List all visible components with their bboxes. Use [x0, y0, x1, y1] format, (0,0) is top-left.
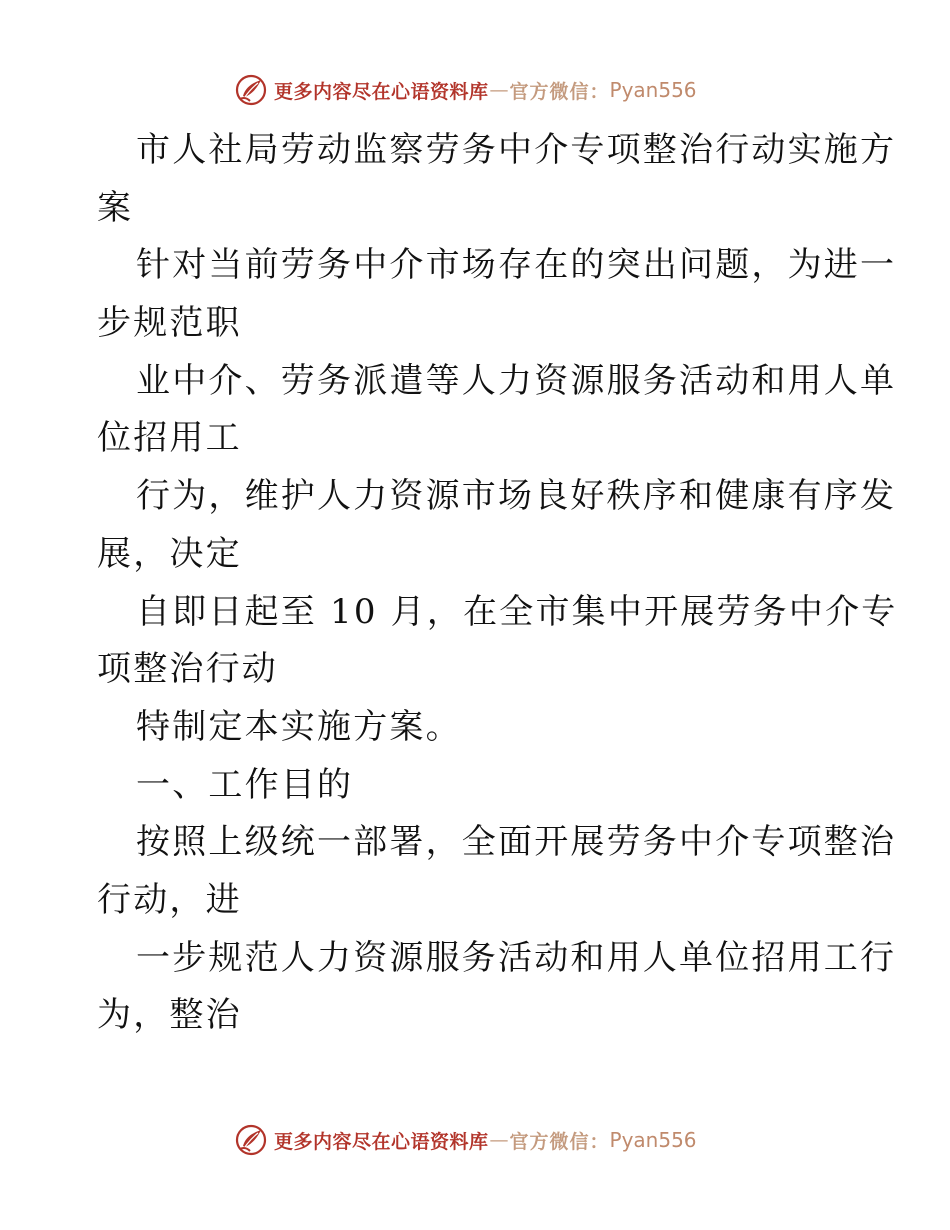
banner-slogan: 更多内容尽在心语资料库 [274, 1130, 489, 1153]
doc-paragraph-line: 针对当前劳务中介市场存在的突出问题，为进一 [136, 245, 897, 286]
doc-paragraph-line: 展，决定 [97, 533, 242, 574]
footer-banner [234, 1122, 697, 1158]
section-heading-work-purpose: 一、工作目的 [136, 764, 354, 805]
doc-paragraph-line: 步规范职 [97, 303, 242, 344]
leaf-swirl-logo-icon [234, 1123, 268, 1157]
doc-paragraph-line: 自即日起至 10 月，在全市集中开展劳务中介专 [136, 591, 898, 632]
banner-wechat-label: 官方微信： [509, 80, 610, 103]
doc-paragraph-line: 行动，进 [97, 879, 242, 920]
document-body [97, 122, 898, 1045]
banner-wechat-label: 官方微信： [509, 1130, 610, 1153]
doc-paragraph-line: 特制定本实施方案。 [136, 706, 462, 747]
doc-paragraph-line: 行为，维护人力资源市场良好秩序和健康有序发 [136, 476, 897, 517]
doc-title-line-1: 市人社局劳动监察劳务中介专项整治行动实施方 [136, 130, 897, 170]
doc-paragraph-line: 项整治行动 [97, 649, 278, 690]
doc-paragraph-line: 一步规范人力资源服务活动和用人单位招用工行 [136, 937, 897, 978]
doc-paragraph-line: 位招用工 [97, 418, 242, 459]
doc-title-line-2: 案 [97, 187, 134, 228]
doc-paragraph-line: 按照上级统一部署，全面开展劳务中介专项整治 [136, 822, 897, 863]
doc-paragraph-line: 业中介、劳务派遣等人力资源服务活动和用人单 [136, 360, 897, 401]
header-banner [234, 72, 697, 108]
banner-dash: — [489, 79, 509, 101]
leaf-swirl-logo-icon [234, 73, 268, 107]
doc-paragraph-line: 为，整治 [97, 995, 242, 1036]
banner-dash: — [489, 1129, 509, 1151]
banner-slogan: 更多内容尽在心语资料库 [274, 80, 489, 103]
banner-wechat-id: Pyan556 [609, 1128, 697, 1152]
banner-wechat-id: Pyan556 [609, 78, 697, 102]
